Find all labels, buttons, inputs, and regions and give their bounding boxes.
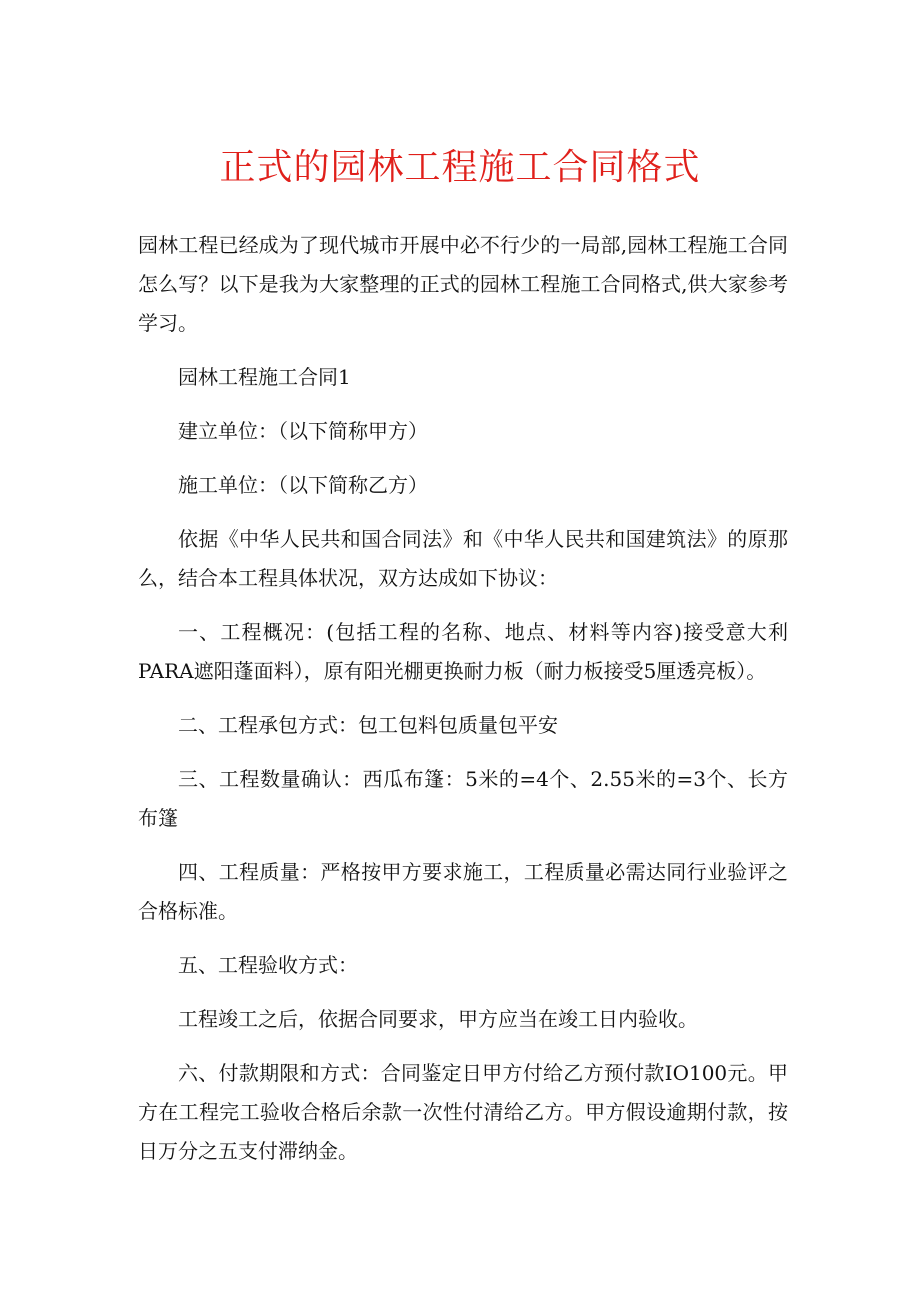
contract-heading: 园林工程施工合同1 — [178, 365, 351, 389]
intro-paragraph: 园林工程已经成为了现代城市开展中必不行少的一局部,园林工程施工合同怎么写？以下是我为大家整理的正式的园林工程施工合同格式,供大家参考学习。 — [138, 233, 788, 335]
clause-4-quality: 四、工程质量：严格按甲方要求施工，工程质量必需达同行业验评之合格标准。 — [138, 860, 788, 923]
clause-6-payment: 六、付款期限和方式：合同鉴定日甲方付给乙方预付款IO100元。甲方在工程完工验收合格后余款一次性付清给乙方。甲方假设逾期付款，按日万分之五支付滞纳金。 — [138, 1061, 788, 1163]
party-b-line: 施工单位：（以下简称乙方） — [178, 473, 428, 497]
legal-basis-paragraph: 依据《中华人民共和国合同法》和《中华人民共和国建筑法》的原那么，结合本工程具体状况，双方达成如下协议： — [138, 527, 788, 590]
clause-5-acceptance: 五、工程验收方式： — [178, 953, 358, 977]
document-title: 正式的园林工程施工合同格式 — [219, 147, 701, 188]
clause-1-project-overview: 一、工程概况：(包括工程的名称、地点、材料等内容)接受意大利PARA遮阳蓬面料），原有阳光棚更换耐力板（耐力板接受5厘透亮板）。 — [138, 620, 788, 683]
acceptance-detail: 工程竣工之后，依据合同要求，甲方应当在竣工日内验收。 — [178, 1007, 698, 1031]
party-a-line: 建立单位：（以下简称甲方） — [178, 419, 428, 443]
clause-3-quantity: 三、工程数量确认：西瓜布篷：5米的=4个、2.55米的=3个、长方布篷 — [138, 767, 788, 830]
document-body — [138, 226, 788, 1186]
clause-2-contract-method: 二、工程承包方式：包工包料包质量包平安 — [178, 713, 558, 737]
